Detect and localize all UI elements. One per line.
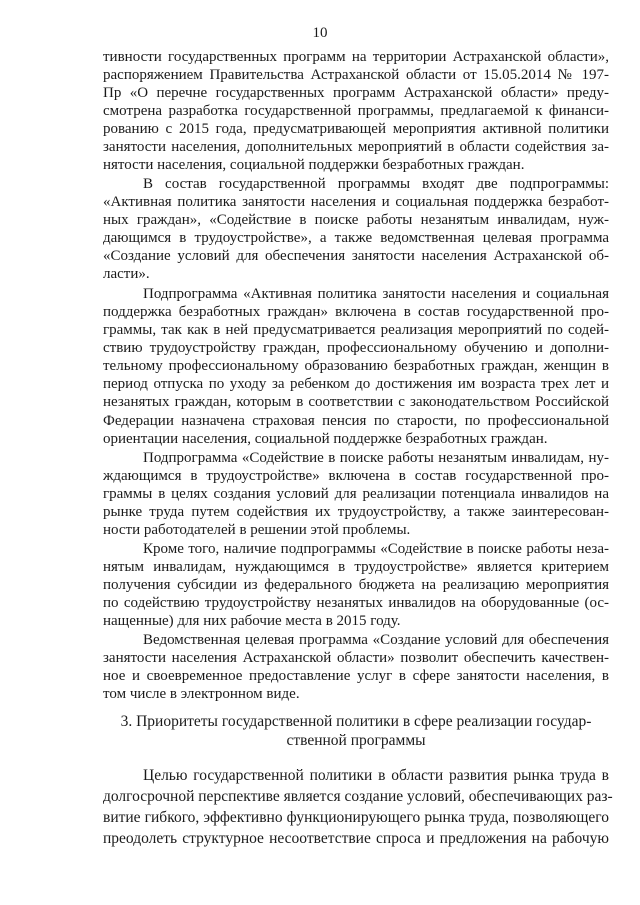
section-heading-line: ственной программы (286, 732, 426, 749)
text-line: долгосрочной перспективе является создание условий, обеспечивающих раз- (103, 788, 613, 805)
text-line: занятости населения Астраханской области» позволит обеспечить качествен- (103, 649, 609, 666)
text-line: нащенные) для них рабочие места в 2015 году. (103, 612, 401, 629)
text-line: Ведомственная целевая программа «Создание условий для обеспечения (143, 631, 609, 648)
text-line: витие гибкого, эффективно функционирующего рынка труда, позволяющего (103, 809, 609, 826)
text-line: рованию с 2015 года, предусматривающей мероприятия активной политики (103, 121, 609, 137)
text-line: Федерации назначена страховая пенсия по старости, по профессиональной (103, 412, 609, 429)
text-line: получения субсидии из федерального бюджета на реализацию мероприятия (103, 576, 609, 593)
page-number: 10 (312, 25, 328, 41)
text-line: нятым инвалидам, нуждающимся в трудоустройстве» является критерием (103, 558, 609, 575)
text-line: период отпуска по уходу за ребенком до достижения им возраста трех лет и (103, 376, 609, 393)
text-line: ных граждан», «Содействие в поиске работы незанятым инвалидам, нуж- (103, 212, 609, 229)
text-line: Пр «О перечне государственных программ Астраханской области» преду- (103, 84, 609, 101)
text-line: тивности государственных программ на территории Астраханской области», (103, 48, 609, 65)
text-line: дающимся в трудоустройстве», а также ведомственная целевая программа (103, 230, 609, 247)
text-line: Подпрограмма «Активная политика занятости населения и социальная (143, 286, 609, 303)
text-line: «Создание условий для обеспечения занятости населения Астраханской об- (103, 248, 609, 265)
text-line: незанятых граждан, которым в соответствии с законодательством Российской (103, 394, 609, 411)
text-line: ориентации населения, социальной поддержке безработных граждан. (103, 430, 548, 447)
text-line: распоряжением Правительства Астраханской области от 15.05.2014 № 197- (103, 66, 609, 83)
text-line: ное и своевременное предоставление услуг в сфере занятости населения, в (103, 667, 609, 684)
text-line: рынке труда путем содействия их трудоустройству, а также заинтересован- (103, 503, 609, 520)
text-line: Кроме того, наличие подпрограммы «Содействие в поиске работы неза- (143, 540, 609, 557)
text-line: ности работодателей в решении этой проблемы. (103, 521, 411, 538)
text-line: по содействию трудоустройству незанятых инвалидов на оборудованные (ос- (103, 594, 609, 611)
text-line: ласти». (103, 266, 150, 283)
text-line: поддержка безработных граждан» включена в состав государственной про- (103, 304, 609, 321)
text-line: граммы, так как в ней предусматривается реализация мероприятий по содей- (103, 322, 609, 339)
text-line: В состав государственной программы входят две подпрограммы: (143, 176, 609, 192)
text-line: преодолеть структурное несоответствие спроса и предложения на рабочую (103, 830, 609, 847)
text-line: «Активная политика занятости населения и социальная поддержка безработ- (103, 194, 609, 211)
text-line: ствию трудоустройству граждан, профессиональному обучению и дополни- (103, 340, 609, 357)
text-line: том числе в электронном виде. (103, 686, 300, 702)
section-heading-line: 3. Приоритеты государственной политики в сфере реализации государ- (120, 713, 592, 730)
text-line: ждающимся в трудоустройстве» включена в состав государственной про- (103, 467, 609, 484)
text-line: нятости населения, социальной поддержки безработных граждан. (103, 157, 525, 174)
text-line: смотрена разработка государственной программы, предлагаемой к финанси- (103, 102, 609, 119)
text-line: граммы в целях создания условий для реализации потенциала инвалидов на (103, 485, 609, 502)
text-line: Целью государственной политики в области развития рынка труда в (143, 767, 609, 784)
text-line: Подпрограмма «Содействие в поиске работы незанятым инвалидам, ну- (143, 449, 609, 466)
text-line: занятости населения, дополнительных мероприятий в области содействия за- (103, 139, 609, 155)
text-line: тельному профессиональному образованию безработных граждан, женщин в (103, 358, 609, 375)
